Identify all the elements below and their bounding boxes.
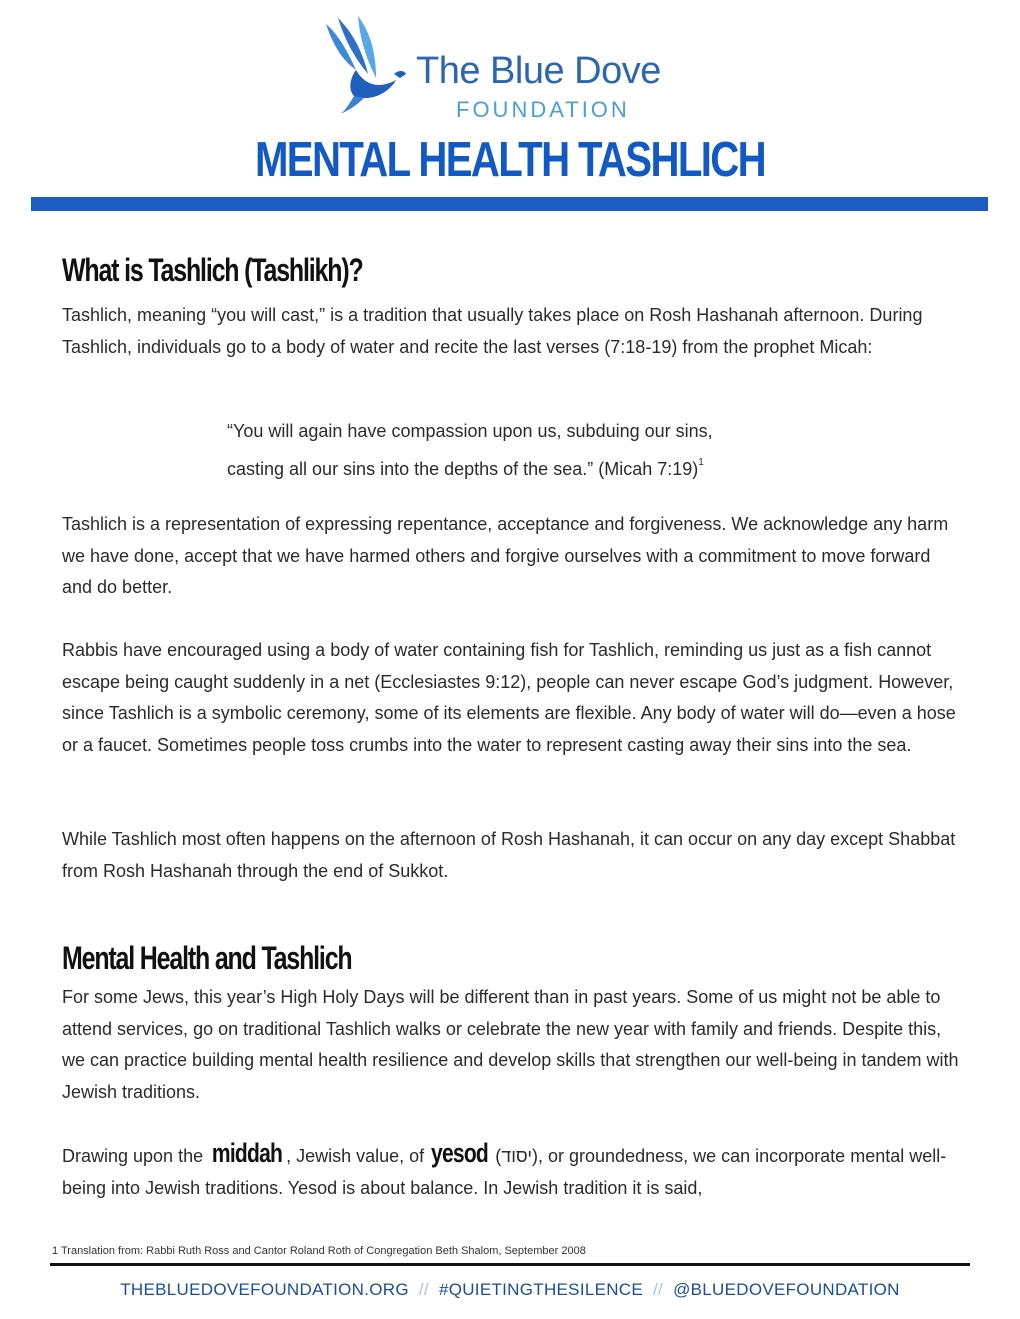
org-name: The Blue Dove xyxy=(416,50,661,92)
quote-line: “You will again have compassion upon us, subduing our sins, xyxy=(227,421,713,441)
paragraph xyxy=(62,1137,962,1204)
paragraph: For some Jews, this year’s High Holy Days will be different than in past years. Some of us might not be able to attend services, go on traditional Tashlich walks or celebrate the new year with family and friends. Despite this, we can practice building mental health resilience and develop skills that strengthen our well-being in tandem with Jewish traditions. xyxy=(62,987,959,1102)
footnote-ref: 1 xyxy=(698,457,704,468)
quote xyxy=(227,416,927,485)
org-subtitle: FOUNDATION xyxy=(456,97,630,122)
logo xyxy=(318,14,688,124)
footer-website-link[interactable]: THEBLUEDOVEFOUNDATION.ORG xyxy=(120,1280,409,1299)
footer xyxy=(0,1280,1020,1300)
paragraph: Rabbis have encouraged using a body of water containing fish for Tashlich, reminding us just as a fish cannot escape being caught suddenly in a net (Ecclesiastes 9:12), people can never escape God’s judgment. However, since Tashlich is a symbolic ceremony, some of its elements are flexible. Any body of water will do—even a hose or a faucet. Sometimes people toss crumbs into the water to represent casting away their sins into the sea. xyxy=(62,640,956,755)
paragraph: While Tashlich most often happens on the afternoon of Rosh Hashanah, it can occur on any day except Shabbat from Rosh Hashanah through the end of Sukkot. xyxy=(62,829,956,881)
text: (יסוד), or groundedness, we can incorporate mental well-being into Jewish traditions. Yesod is about balance. In Jewish tradition it is said, xyxy=(62,1146,947,1198)
text: Drawing upon the xyxy=(62,1146,209,1166)
text: , Jewish value, of xyxy=(286,1146,430,1166)
footer-separator: // xyxy=(418,1280,429,1299)
term-middah: middah xyxy=(211,1138,283,1168)
paragraph: Tashlich, meaning “you will cast,” is a tradition that usually takes place on Rosh Hashanah afternoon. During Tashlich, individuals go to a body of water and recite the last verses (7:18-19) from the prophet Micah: xyxy=(62,305,923,357)
section-heading-mental-health: Mental Health and Tashlich xyxy=(62,940,352,976)
page-title: MENTAL HEALTH TASHLICH xyxy=(254,133,766,187)
footer-hashtag[interactable]: #QUIETINGTHESILENCE xyxy=(438,1280,644,1299)
dove-icon xyxy=(318,14,418,114)
paragraph: Tashlich is a representation of expressing repentance, acceptance and forgiveness. We acknowledge any harm we have done, accept that we have harmed others and forgive ourselves with a commitment to move forward and do better. xyxy=(62,514,949,597)
quote-line: casting all our sins into the depths of the sea.” (Micah 7:19) xyxy=(227,459,699,479)
footnote: 1 Translation from: Rabbi Ruth Ross and Cantor Roland Roth of Congregation Beth Shalom, September 2008 xyxy=(52,1245,586,1257)
term-yesod: yesod xyxy=(431,1138,489,1168)
section-heading-what-is-tashlich: What is Tashlich (Tashlikh)? xyxy=(62,252,363,288)
footer-separator: // xyxy=(653,1280,664,1299)
footer-handle-link[interactable]: @BLUEDOVEFOUNDATION xyxy=(673,1280,900,1299)
footer-divider xyxy=(50,1263,970,1266)
title-divider xyxy=(31,197,988,211)
